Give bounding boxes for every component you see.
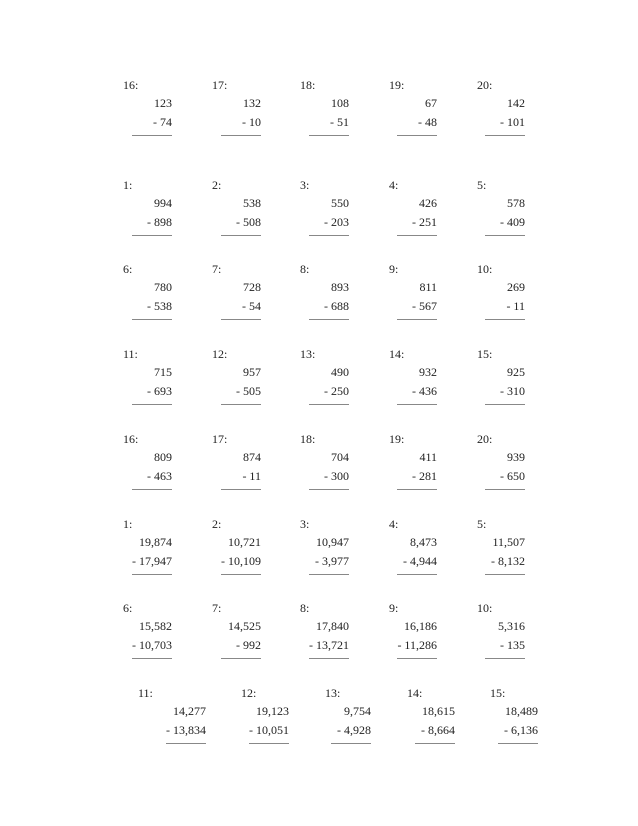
problem-number: 4:: [389, 517, 399, 531]
subtrahend: - 436: [412, 384, 437, 398]
minuend: 10,721: [228, 535, 261, 549]
problem-number: 12:: [241, 686, 257, 700]
problem-number: 5:: [477, 178, 487, 192]
problem-number: 2:: [212, 178, 222, 192]
problem-number: 14:: [389, 347, 405, 361]
answer-line: [166, 743, 206, 744]
minuend: 8,473: [410, 535, 437, 549]
answer-line: [132, 135, 172, 136]
answer-line: [485, 489, 525, 490]
problem-number: 19:: [389, 78, 405, 92]
minuend: 10,947: [316, 535, 349, 549]
answer-line: [221, 235, 261, 236]
subtrahend: - 101: [500, 115, 525, 129]
answer-line: [485, 658, 525, 659]
subtrahend: - 992: [236, 638, 261, 652]
minuend: 426: [419, 196, 437, 210]
answer-line: [397, 235, 437, 236]
minuend: 5,316: [498, 619, 525, 633]
answer-line: [309, 658, 349, 659]
minuend: 14,525: [228, 619, 261, 633]
subtrahend: - 4,928: [337, 723, 371, 737]
minuend: 957: [243, 365, 261, 379]
subtrahend: - 567: [412, 299, 437, 313]
problem-number: 8:: [300, 262, 310, 276]
minuend: 123: [154, 96, 172, 110]
problem-number: 15:: [477, 347, 493, 361]
problem-number: 10:: [477, 262, 493, 276]
answer-line: [132, 319, 172, 320]
problem-number: 13:: [300, 347, 316, 361]
problem-number: 4:: [389, 178, 399, 192]
problem-number: 18:: [300, 432, 316, 446]
subtrahend: - 300: [324, 469, 349, 483]
answer-line: [397, 574, 437, 575]
answer-line: [397, 319, 437, 320]
subtrahend: - 3,977: [315, 554, 349, 568]
problem-number: 19:: [389, 432, 405, 446]
minuend: 16,186: [404, 619, 437, 633]
answer-line: [132, 574, 172, 575]
problem-number: 10:: [477, 601, 493, 615]
subtrahend: - 4,944: [403, 554, 437, 568]
minuend: 893: [331, 280, 349, 294]
problem-number: 1:: [123, 178, 133, 192]
minuend: 411: [419, 450, 437, 464]
minuend: 939: [507, 450, 525, 464]
answer-line: [397, 135, 437, 136]
subtrahend: - 11,286: [397, 638, 437, 652]
subtrahend: - 463: [147, 469, 172, 483]
subtrahend: - 10,051: [249, 723, 289, 737]
minuend: 578: [507, 196, 525, 210]
minuend: 932: [419, 365, 437, 379]
problem-number: 3:: [300, 517, 310, 531]
subtrahend: - 48: [418, 115, 437, 129]
minuend: 18,489: [505, 704, 538, 718]
answer-line: [221, 319, 261, 320]
minuend: 108: [331, 96, 349, 110]
answer-line: [485, 135, 525, 136]
subtrahend: - 251: [412, 215, 437, 229]
problem-number: 15:: [490, 686, 506, 700]
minuend: 809: [154, 450, 172, 464]
minuend: 550: [331, 196, 349, 210]
problem-number: 20:: [477, 432, 493, 446]
answer-line: [132, 404, 172, 405]
subtrahend: - 693: [147, 384, 172, 398]
minuend: 704: [331, 450, 349, 464]
problem-number: 6:: [123, 601, 133, 615]
problem-number: 17:: [212, 432, 228, 446]
subtrahend: - 250: [324, 384, 349, 398]
minuend: 11,507: [492, 535, 525, 549]
minuend: 142: [507, 96, 525, 110]
subtrahend: - 688: [324, 299, 349, 313]
answer-line: [309, 574, 349, 575]
minuend: 780: [154, 280, 172, 294]
minuend: 994: [154, 196, 172, 210]
problem-number: 17:: [212, 78, 228, 92]
problem-number: 2:: [212, 517, 222, 531]
answer-line: [309, 489, 349, 490]
minuend: 728: [243, 280, 261, 294]
problem-number: 11:: [123, 347, 138, 361]
subtrahend: - 10: [242, 115, 261, 129]
subtrahend: - 10,109: [221, 554, 261, 568]
subtrahend: - 409: [500, 215, 525, 229]
problem-number: 5:: [477, 517, 487, 531]
subtrahend: - 10,703: [132, 638, 172, 652]
answer-line: [309, 404, 349, 405]
minuend: 18,615: [422, 704, 455, 718]
minuend: 269: [507, 280, 525, 294]
minuend: 715: [154, 365, 172, 379]
problem-number: 13:: [325, 686, 341, 700]
answer-line: [309, 135, 349, 136]
answer-line: [485, 319, 525, 320]
subtrahend: - 11: [506, 299, 525, 313]
problem-number: 6:: [123, 262, 133, 276]
minuend: 17,840: [316, 619, 349, 633]
problem-number: 7:: [212, 262, 222, 276]
subtrahend: - 51: [330, 115, 349, 129]
answer-line: [397, 658, 437, 659]
subtrahend: - 11: [242, 469, 261, 483]
problem-number: 9:: [389, 601, 399, 615]
subtrahend: - 8,664: [421, 723, 455, 737]
subtrahend: - 281: [412, 469, 437, 483]
answer-line: [485, 235, 525, 236]
answer-line: [485, 404, 525, 405]
subtrahend: - 8,132: [491, 554, 525, 568]
answer-line: [132, 235, 172, 236]
subtrahend: - 650: [500, 469, 525, 483]
subtrahend: - 13,834: [166, 723, 206, 737]
problem-number: 12:: [212, 347, 228, 361]
subtrahend: - 17,947: [132, 554, 172, 568]
answer-line: [397, 404, 437, 405]
problem-number: 16:: [123, 78, 139, 92]
minuend: 874: [243, 450, 261, 464]
problem-number: 11:: [138, 686, 153, 700]
subtrahend: - 310: [500, 384, 525, 398]
minuend: 538: [243, 196, 261, 210]
minuend: 67: [425, 96, 437, 110]
answer-line: [485, 574, 525, 575]
answer-line: [221, 658, 261, 659]
subtrahend: - 203: [324, 215, 349, 229]
problem-number: 7:: [212, 601, 222, 615]
subtrahend: - 13,721: [309, 638, 349, 652]
problem-number: 9:: [389, 262, 399, 276]
subtrahend: - 508: [236, 215, 261, 229]
answer-line: [221, 489, 261, 490]
minuend: 490: [331, 365, 349, 379]
subtrahend: - 538: [147, 299, 172, 313]
answer-line: [498, 743, 538, 744]
minuend: 9,754: [344, 704, 371, 718]
minuend: 811: [419, 280, 437, 294]
answer-line: [249, 743, 289, 744]
problem-number: 14:: [407, 686, 423, 700]
minuend: 19,123: [256, 704, 289, 718]
answer-line: [221, 574, 261, 575]
minuend: 19,874: [139, 535, 172, 549]
answer-line: [309, 235, 349, 236]
answer-line: [331, 743, 371, 744]
problem-number: 3:: [300, 178, 310, 192]
answer-line: [132, 489, 172, 490]
answer-line: [309, 319, 349, 320]
answer-line: [132, 658, 172, 659]
subtrahend: - 898: [147, 215, 172, 229]
minuend: 925: [507, 365, 525, 379]
problem-number: 16:: [123, 432, 139, 446]
answer-line: [415, 743, 455, 744]
answer-line: [397, 489, 437, 490]
problem-number: 18:: [300, 78, 316, 92]
subtrahend: - 6,136: [504, 723, 538, 737]
subtrahend: - 135: [500, 638, 525, 652]
subtrahend: - 505: [236, 384, 261, 398]
answer-line: [221, 135, 261, 136]
subtrahend: - 54: [242, 299, 261, 313]
minuend: 132: [243, 96, 261, 110]
minuend: 14,277: [173, 704, 206, 718]
problem-number: 8:: [300, 601, 310, 615]
minuend: 15,582: [139, 619, 172, 633]
subtrahend: - 74: [153, 115, 172, 129]
answer-line: [221, 404, 261, 405]
problem-number: 1:: [123, 517, 133, 531]
problem-number: 20:: [477, 78, 493, 92]
